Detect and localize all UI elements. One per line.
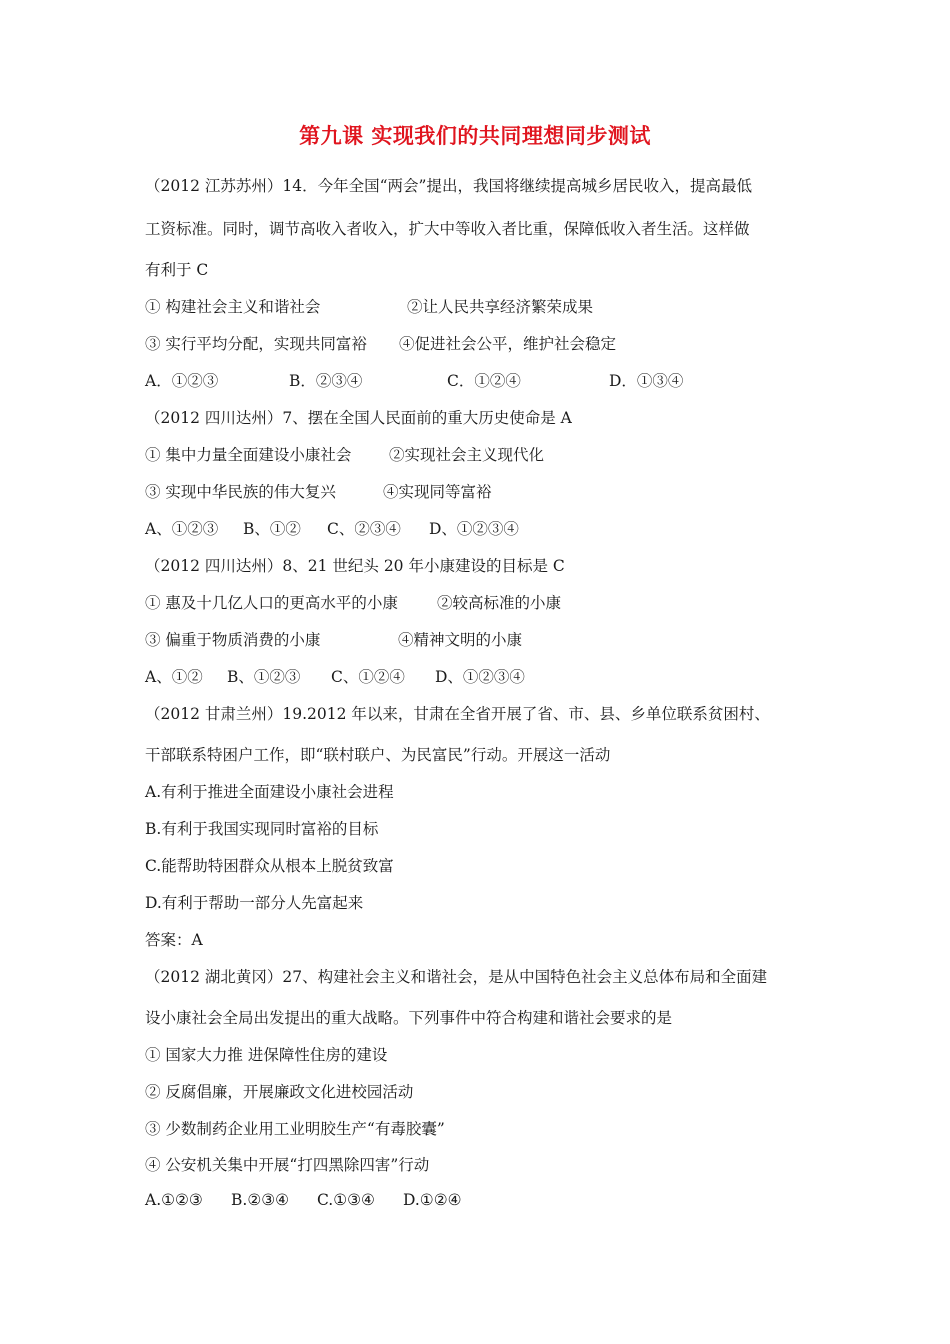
q3-stem: （2012 四川达州）8、21 世纪头 20 年小康建设的目标是 C <box>145 557 565 575</box>
q1-stem-line-2: 工资标准。同时，调节高收入者收入，扩大中等收入者比重，保障低收入者生活。这样做 <box>145 220 750 238</box>
q1-option-a: A．①②③ <box>145 372 219 390</box>
q2-option-b: B、①② <box>243 520 301 538</box>
q5-statement-3: ③ 少数制药企业用工业明胶生产“有毒胶囊” <box>145 1120 445 1138</box>
q1-statement-3: ③ 实行平均分配，实现共同富裕 <box>145 335 367 353</box>
q3-option-c: C、①②④ <box>331 668 405 686</box>
q2-statement-4: ④实现同等富裕 <box>383 483 492 501</box>
q4-stem-line-1: （2012 甘肃兰州）19.2012 年以来，甘肃在全省开展了省、市、县、乡单位联系贫困村、 <box>145 705 770 723</box>
q3-option-b: B、①②③ <box>227 668 301 686</box>
q4-answer: 答案：A <box>145 931 203 949</box>
q5-stem-line-1: （2012 湖北黄冈）27、构建社会主义和谐社会，是从中国特色社会主义总体布局和全面建 <box>145 968 768 986</box>
q2-statement-2: ②实现社会主义现代化 <box>389 446 545 464</box>
q5-statement-2: ② 反腐倡廉，开展廉政文化进校园活动 <box>145 1083 414 1101</box>
q1-option-c: C．①②④ <box>447 372 521 390</box>
q5-option-b: B.②③④ <box>231 1191 290 1209</box>
q3-statement-1: ① 惠及十几亿人口的更高水平的小康 <box>145 594 398 612</box>
q2-option-a: A、①②③ <box>145 520 219 538</box>
q3-statement-2: ②较高标准的小康 <box>437 594 562 612</box>
q1-statement-2: ②让人民共享经济繁荣成果 <box>407 298 594 316</box>
q4-option-c: C.能帮助特困群众从根本上脱贫致富 <box>145 857 394 875</box>
q3-option-d: D、①②③④ <box>435 668 525 686</box>
q1-option-d: D．①③④ <box>609 372 684 390</box>
q3-statement-3: ③ 偏重于物质消费的小康 <box>145 631 321 649</box>
q4-option-d: D.有利于帮助一部分人先富起来 <box>145 894 364 912</box>
q1-option-b: B．②③④ <box>289 372 363 390</box>
q3-option-a: A、①② <box>145 668 203 686</box>
q1-statement-4: ④促进社会公平，维护社会稳定 <box>399 335 617 353</box>
q5-stem-line-2: 设小康社会全局出发提出的重大战略。下列事件中符合构建和谐社会要求的是 <box>145 1009 673 1027</box>
q1-stem-line-1: （2012 江苏苏州）14．今年全国“两会”提出，我国将继续提高城乡居民收入，提高最低 <box>145 177 752 195</box>
q4-option-b: B.有利于我国实现同时富裕的目标 <box>145 820 379 838</box>
q4-option-a: A.有利于推进全面建设小康社会进程 <box>145 783 394 801</box>
q1-stem-line-3: 有利于 C <box>145 261 209 279</box>
page-title: 第九课 实现我们的共同理想同步测试 <box>299 123 651 148</box>
q1-statement-1: ① 构建社会主义和谐社会 <box>145 298 321 316</box>
q5-option-a: A.①②③ <box>145 1191 203 1209</box>
q2-stem: （2012 四川达州）7、摆在全国人民面前的重大历史使命是 A <box>145 409 572 427</box>
q2-statement-3: ③ 实现中华民族的伟大复兴 <box>145 483 336 501</box>
q5-option-d: D.①②④ <box>403 1191 462 1209</box>
q2-option-d: D、①②③④ <box>429 520 519 538</box>
q2-statement-1: ① 集中力量全面建设小康社会 <box>145 446 352 464</box>
q5-statement-4: ④ 公安机关集中开展“打四黑除四害”行动 <box>145 1156 430 1174</box>
q5-statement-1: ① 国家大力推 进保障性住房的建设 <box>145 1046 388 1064</box>
q5-option-c: C.①③④ <box>317 1191 375 1209</box>
q4-stem-line-2: 干部联系特困户工作，即“联村联户、为民富民”行动。开展这一活动 <box>145 746 611 764</box>
q3-statement-4: ④精神文明的小康 <box>398 631 523 649</box>
q2-option-c: C、②③④ <box>327 520 401 538</box>
